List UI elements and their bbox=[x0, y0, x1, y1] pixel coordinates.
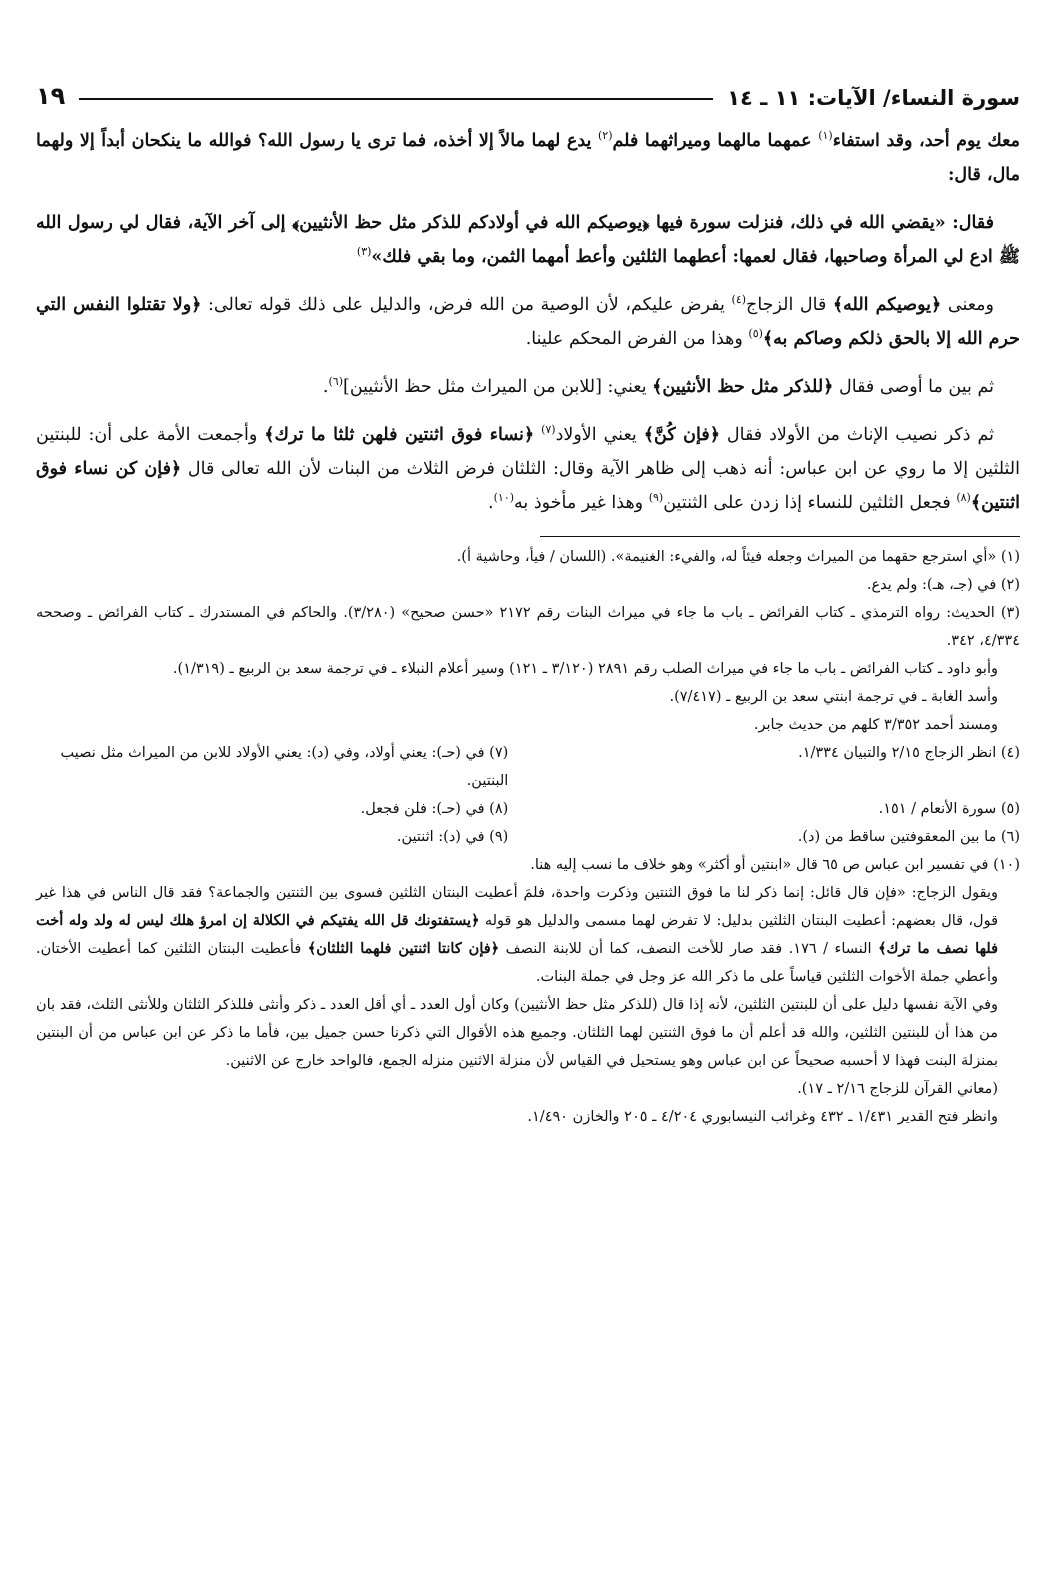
quran-quote: ﴿فإن كانتا اثنتين فلهما الثلثان﴾ bbox=[307, 940, 500, 957]
text-run: معك يوم أحد، وقد استفاء bbox=[832, 131, 1020, 151]
quran-quote: ﴿فإن كن نساء فوق اثنتين﴾ bbox=[36, 459, 1020, 513]
quran-quote: ﴿يوصيكم الله﴾ bbox=[832, 295, 942, 315]
footnote-ref: (٨) bbox=[956, 491, 971, 505]
footnote-ref: (١٠) bbox=[493, 491, 515, 505]
footnote-10: (١٠) في تفسير ابن عباس ص ٦٥ قال «ابنتين أو أكثر» وهو خلاف ما نسب إليه هنا. bbox=[530, 857, 1020, 873]
running-header bbox=[36, 70, 1020, 110]
footnote-ref: (١) bbox=[818, 129, 833, 143]
paragraph-2 bbox=[36, 206, 1020, 274]
text-run: فجعل الثلثين للنساء إذا زدن على الثنتين bbox=[663, 493, 957, 513]
footnote-6: (٦) ما بين المعقوفتين ساقط من (د). bbox=[797, 829, 1020, 845]
paragraph-4 bbox=[36, 370, 1020, 404]
quran-quote: ﴿ولا تقتلوا النفس التي حرم الله إلا بالحق ذلكم وصاكم به﴾ bbox=[36, 295, 1020, 349]
text-run: يعني: [للابن من الميراث مثل حظ الأنثيين] bbox=[343, 377, 653, 397]
text-run: النساء / ١٧٦. فقد صار للأخت النصف، كما أن للابنة النصف bbox=[499, 941, 879, 957]
footnote-row bbox=[36, 823, 1020, 851]
header-title: سورة النساء/ الآيات: ١١ ـ ١٤ bbox=[727, 86, 1020, 110]
footnote-row bbox=[36, 795, 1020, 823]
text-run: وهذا غير مأخوذ به bbox=[514, 493, 649, 513]
text-run: . bbox=[322, 377, 329, 397]
paragraph-1 bbox=[36, 124, 1020, 192]
page bbox=[36, 70, 1020, 1131]
quran-quote: ﴿يستفتونك قل الله يفتيكم في الكلالة إن امرؤ هلك ليس له ولد وله أخت فلها نصف ما ترك﴾ bbox=[36, 912, 998, 957]
footnote-ref: (٧) bbox=[541, 423, 556, 437]
text-run: عمهما مالهما وميراثهما فلم bbox=[612, 131, 819, 151]
footnote-10-continued bbox=[36, 879, 1020, 991]
page-number: ١٩ bbox=[36, 82, 66, 110]
footnote-row bbox=[36, 739, 1020, 795]
quran-quote: ﴿يوصيكم الله في أولادكم للذكر مثل حظ الأنثيين﴾ bbox=[292, 213, 650, 233]
quran-quote: ﴿للذكر مثل حظ الأنثيين﴾ bbox=[652, 377, 834, 397]
footnote-3: (٣) الحديث: رواه الترمذي ـ كتاب الفرائض ـ باب ما جاء في ميراث البنات رقم ٢١٧٢ «حسن صحيح» (٣/٢٨٠). والحاكم في المستدرك ـ كتاب الفرائض ـ وصححه ٤/٣٣٤، ٣٤٢. bbox=[36, 605, 1020, 649]
text-run: وأجمعت الأمة على أن: للبنتين الثلثين إلا ما روي عن ابن عباس: أنه ذهب إلى ظاهر الآية وقال: الثلثان فرض الثلاث من البنات لأن الله تعالى قال bbox=[36, 425, 1020, 479]
text-run: يعني الأولاد bbox=[555, 425, 644, 445]
paragraph-5 bbox=[36, 418, 1020, 520]
footnote-ref: (٥) bbox=[748, 327, 763, 341]
footnote-10-continued: وفي الآية نفسها دليل على أن للبنتين الثلثين، لأنه إذا قال (للذكر مثل حظ الأنثيين) وكان أول العدد ـ أي أقل العدد ـ ذكر وأنثى فللذكر الثلثان وللأنثى الثلث، فقد بان من هذا أن للبنتين الثلثين، والله قد أعلم أن ما فوق الثنتين لهما الثلثان. وجميع هذه الأقوال التي ذكرنا حسن جميل بين، فأما ما ذكر عن ابن عباس من أن البنتين بمنزلة البنت فهذا لا أحسبه صحيحاً عن ابن عباس وهو يستحيل في القياس لأن منزلة الاثنين منزله الجمع، فالواحد خارج عن الاثنين. bbox=[36, 997, 999, 1069]
footnote-7: (٧) في (حـ): يعني أولاد، وفي (د): يعني الأولاد للابن من الميراث مثل نصيب البنتين. bbox=[60, 745, 509, 789]
footnote-ref: (٩) bbox=[648, 491, 664, 505]
text-run: ومعنى bbox=[941, 295, 994, 315]
footnote-5: (٥) سورة الأنعام / ١٥١. bbox=[878, 801, 1020, 817]
footnote-8: (٨) في (حـ): فلن فجعل. bbox=[360, 801, 509, 817]
text-run: فأعطيت البنتان الثلثين كما أعطيت الأختان. وأعطي جملة الأخوات الثلثين قياساً على ما ذكر الله عز وجل في جملة البنات. bbox=[36, 941, 998, 985]
footnote-ref: (٤) bbox=[731, 293, 747, 307]
footnote-10-continued: (معاني القرآن للزجاج ٢/١٦ ـ ١٧). bbox=[797, 1081, 998, 1097]
text-run: قال الزجاج bbox=[746, 295, 833, 315]
footnote-3-continued: وأسد الغابة ـ في ترجمة ابنتي سعد بن الربيع ـ (٧/٤١٧). bbox=[669, 689, 998, 705]
footnotes bbox=[36, 543, 1020, 1131]
text-run: فقال: «يقضي الله في ذلك، فنزلت سورة فيها bbox=[649, 213, 994, 233]
quran-quote: ﴿نساء فوق اثنتين فلهن ثلثا ما ترك﴾ bbox=[264, 425, 535, 445]
footnote-3-continued: ومسند أحمد ٣/٣٥٢ كلهم من حديث جابر. bbox=[753, 717, 998, 733]
footnote-1: (١) «أي استرجع حقهما من الميراث وجعله فيئاً له، والفيء: الغنيمة». (اللسان / فيأ، وحاشية أ). bbox=[456, 549, 1020, 565]
quran-quote: ﴿فإن كُنَّ﴾ bbox=[643, 425, 720, 445]
text-run: ثم ذكر نصيب الإناث من الأولاد فقال bbox=[719, 425, 995, 445]
text-run: يدع لهما مالاً إلا أخذه، فما ترى يا رسول الله؟ فوالله ما ينكحان أبداً إلا ولهما مال، قال: bbox=[36, 131, 1020, 185]
footnote-ref: (٦) bbox=[328, 375, 343, 389]
header-rule bbox=[79, 98, 713, 100]
footnote-ref: (٢) bbox=[597, 129, 613, 143]
footnote-ref: (٣) bbox=[356, 245, 372, 259]
text-run: . bbox=[488, 493, 494, 513]
footnote-separator bbox=[540, 536, 1020, 537]
footnote-4: (٤) انظر الزجاج ٢/١٥ والتبيان ١/٣٣٤. bbox=[798, 745, 1020, 761]
text-run: وهذا من الفرض المحكم علينا. bbox=[525, 329, 749, 349]
footnote-3-continued: وأبو داود ـ كتاب الفرائض ـ باب ما جاء في ميراث الصلب رقم ٢٨٩١ (٣/١٢٠ ـ ١٢١) وسير أعلام النبلاء ـ في ترجمة سعد بن الربيع ـ (١/٣١٩). bbox=[172, 661, 998, 677]
footnote-10-continued: وانظر فتح القدير ١/٤٣١ ـ ٤٣٢ وغرائب النيسابوري ٤/٢٠٤ ـ ٢٠٥ والخازن ١/٤٩٠. bbox=[527, 1109, 998, 1125]
paragraph-3 bbox=[36, 288, 1020, 356]
text-run: ويقول الزجاج: «فإن قال قائل: إنما ذكر لنا ما فوق الثنتين وذكرت واحدة، فلمَ أعطيت البنتان الثلثين فسوى بين الثنتين والجماعة؟ فقد قال الناس في هذا غير قول، قال بعضهم: أعطيت البنتان الثلثين بدليل: لا تفرض لهما مسمى والدليل هو قوله bbox=[36, 885, 998, 929]
footnote-9: (٩) في (د): اثنتين. bbox=[396, 829, 509, 845]
main-text bbox=[36, 124, 1020, 520]
footnote-2: (٢) في (جـ، هـ): ولم يدع. bbox=[866, 577, 1020, 593]
text-run: إلى آخر الآية، فقال لي رسول الله ﷺ ادع لي المرأة وصاحبها، فقال لعمها: أعطهما الثلثين وأعط أمهما الثمن، وما بقي فلك» bbox=[36, 213, 1020, 267]
text-run: يفرض عليكم، لأن الوصية من الله فرض، والدليل على ذلك قوله تعالى: bbox=[201, 295, 732, 315]
text-run: ثم بين ما أوصى فقال bbox=[833, 377, 994, 397]
